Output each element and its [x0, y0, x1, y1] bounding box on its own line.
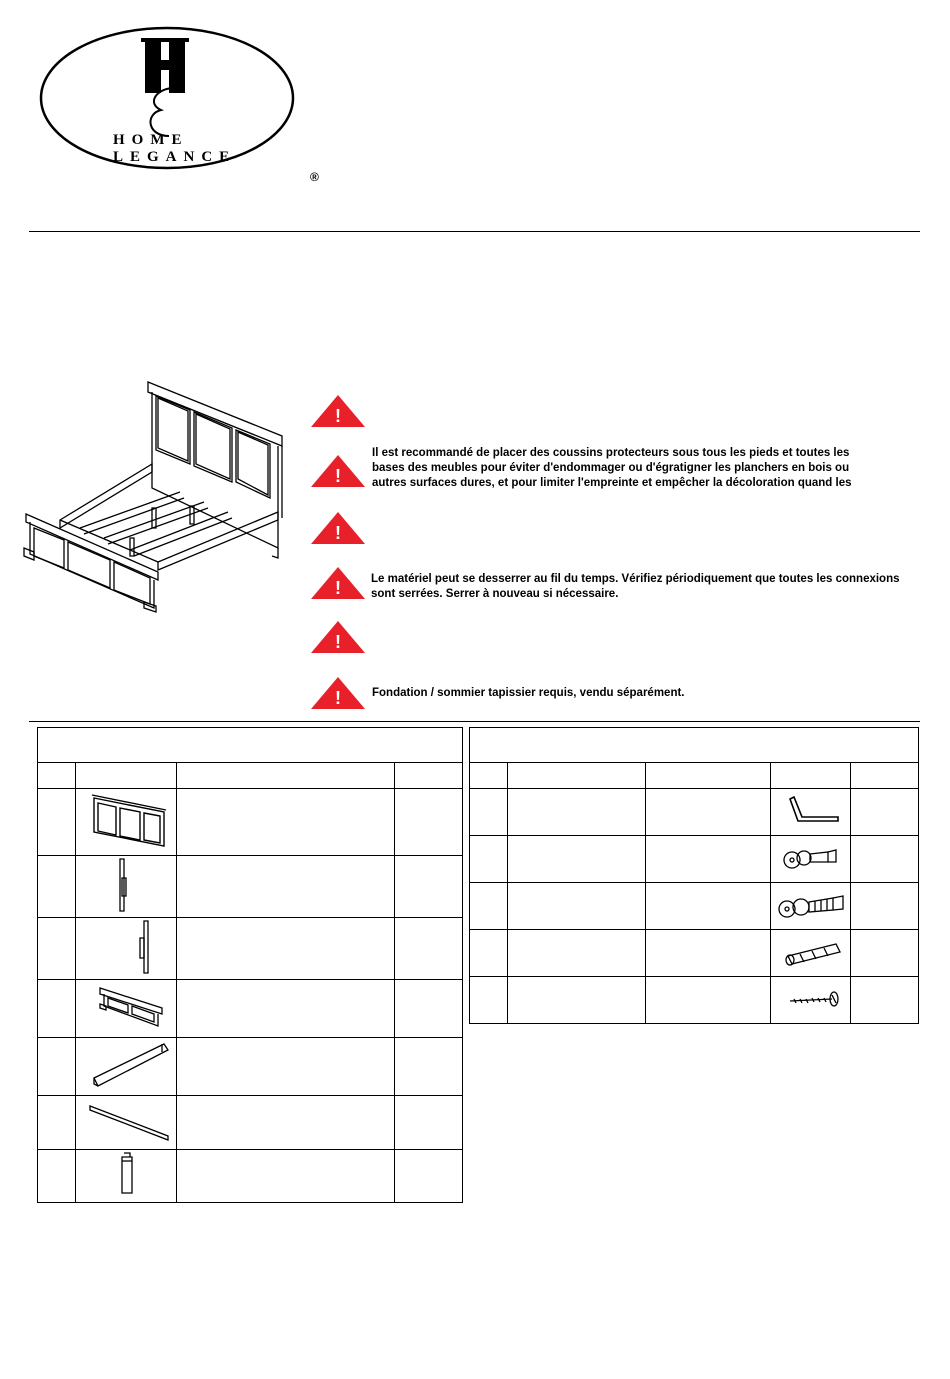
- center-leg-icon: [82, 1151, 170, 1199]
- warning-triangle-icon: [310, 454, 366, 488]
- table-row: [38, 918, 463, 980]
- wood-dowel-icon: [776, 932, 846, 972]
- middle-divider: [29, 721, 920, 722]
- allen-key-icon: [776, 791, 846, 831]
- table-row: [38, 789, 463, 856]
- hardware-table-header-row: [470, 763, 919, 789]
- warning-triangle-icon: [310, 676, 366, 710]
- logo-wordmark: HOME LEGANCE: [113, 132, 237, 165]
- bed-illustration: [20, 378, 290, 613]
- svg-text:!: !: [335, 406, 341, 426]
- slat-icon: [82, 1096, 170, 1146]
- svg-text:!: !: [335, 466, 341, 486]
- svg-text:!: !: [335, 578, 341, 598]
- svg-text:!: !: [335, 523, 341, 543]
- table-row: [470, 836, 919, 883]
- warning-triangle-icon: [310, 620, 366, 654]
- table-row: [38, 980, 463, 1038]
- registered-mark: ®: [310, 170, 319, 184]
- brand-logo: [37, 18, 319, 184]
- top-divider: [29, 231, 920, 232]
- table-row: [38, 856, 463, 918]
- post-left-icon: [82, 856, 170, 914]
- hardware-table: [469, 727, 919, 1024]
- table-row: [38, 1150, 463, 1203]
- headboard-panel-icon: [82, 790, 170, 852]
- footboard-icon: [82, 980, 170, 1034]
- bolt-washer-long-icon: [773, 885, 849, 925]
- table-row: [38, 1038, 463, 1096]
- hardware-table-title: [470, 728, 919, 763]
- warning-triangle-icon: [310, 394, 366, 428]
- table-row: [470, 883, 919, 930]
- table-row: [470, 930, 919, 977]
- warning-triangle-icon: [310, 566, 366, 600]
- warning-text-4: Le matériel peut se desserrer au fil du temps. Vérifiez périodiquement que toutes les connexions sont serrées. Serrer à nouveau si nécessaire.: [371, 573, 900, 600]
- svg-text:!: !: [335, 632, 341, 652]
- svg-text:!: !: [335, 688, 341, 708]
- wood-screw-icon: [776, 979, 846, 1019]
- parts-table: [37, 727, 463, 1203]
- side-rail-icon: [82, 1038, 170, 1092]
- bolt-washer-short-icon: [776, 838, 846, 878]
- table-row: [38, 1096, 463, 1150]
- table-row: [470, 789, 919, 836]
- warning-triangle-icon: [310, 511, 366, 545]
- post-right-icon: [82, 918, 170, 976]
- parts-table-title: [38, 728, 463, 763]
- parts-table-header-row: [38, 763, 463, 789]
- warning-text-2: Il est recommandé de placer des coussins protecteurs sous tous les pieds et toutes les bases des meubles pour éviter d'endommager ou d'égratigner les planchers en bois ou autres surfaces dures, et pour limiter l'empreinte et empêcher la décoloration quand les: [372, 447, 852, 489]
- table-row: [470, 977, 919, 1024]
- warning-text-6: Fondation / sommier tapissier requis, vendu séparément.: [372, 687, 685, 699]
